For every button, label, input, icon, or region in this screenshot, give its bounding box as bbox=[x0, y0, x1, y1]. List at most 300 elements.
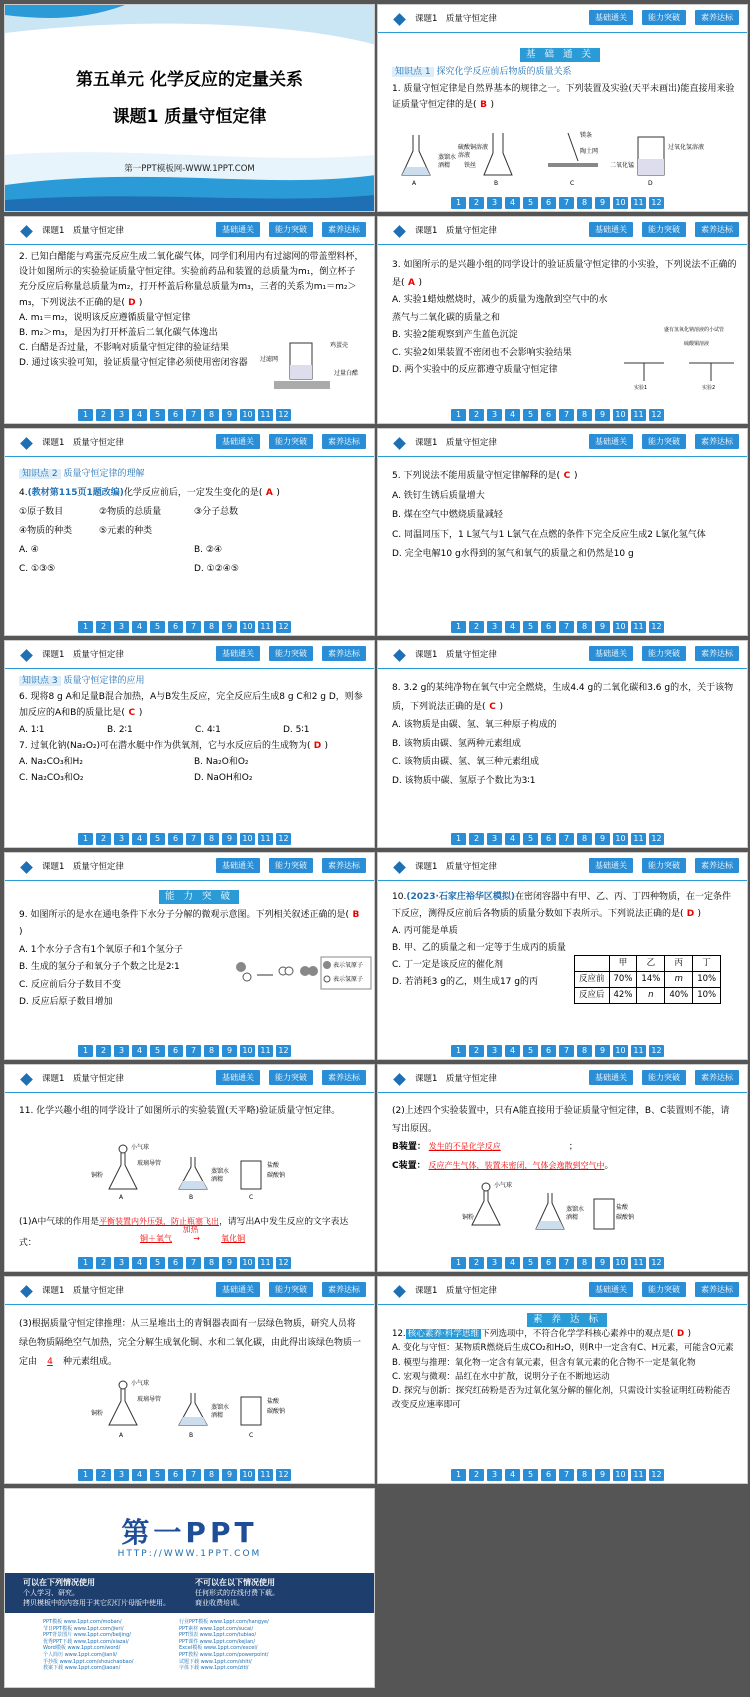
page-link[interactable]: 10 bbox=[240, 1469, 255, 1481]
svg-text:铜粉: 铜粉 bbox=[462, 1214, 475, 1221]
diamond-icon bbox=[20, 225, 33, 238]
svg-text:实验2: 实验2 bbox=[702, 385, 716, 391]
nav-literacy-button[interactable]: 素养达标 bbox=[695, 222, 739, 237]
page-link[interactable]: 1 bbox=[78, 409, 93, 421]
page-link[interactable]: 2 bbox=[469, 621, 484, 633]
page-link[interactable]: 2 bbox=[469, 1469, 484, 1481]
nav-ability-button[interactable]: 能力突破 bbox=[269, 858, 313, 873]
page-link[interactable]: 8 bbox=[204, 1045, 219, 1057]
page-link[interactable]: 3 bbox=[487, 621, 502, 633]
page-link[interactable]: 5 bbox=[150, 833, 165, 845]
answer: D bbox=[677, 1329, 685, 1340]
link[interactable]: 手抄报 www.1ppt.com/shouchaobao/ bbox=[43, 1658, 134, 1665]
link[interactable]: 教案下载 www.1ppt.com/jiaoan/ bbox=[43, 1665, 121, 1672]
page-link[interactable]: 7 bbox=[559, 1045, 574, 1057]
option: D. 探究与创新：探究红砖粉是否为过氧化氢分解的催化剂，只需设计实验证明红砖粉能否改变反应速率即可 bbox=[392, 1386, 731, 1411]
link[interactable]: 优秀PPT下载 www.1ppt.com/xiazai/ bbox=[43, 1638, 129, 1645]
page-link[interactable]: 2 bbox=[96, 1257, 111, 1269]
pager bbox=[451, 833, 664, 845]
diamond-icon bbox=[20, 649, 33, 662]
slide-header bbox=[378, 1277, 747, 1305]
option: A. 丙可能是单质 bbox=[392, 926, 458, 936]
option: C. 丁一定是该反应的催化剂 bbox=[392, 960, 504, 970]
option: C. 实验2如果装置不密闭也不会影响实验结果 bbox=[392, 347, 572, 358]
page-link[interactable]: 5 bbox=[150, 621, 165, 633]
svg-text:盐酸: 盐酸 bbox=[267, 1162, 280, 1169]
nav-ability-button[interactable]: 能力突破 bbox=[642, 1282, 686, 1297]
page-link[interactable]: 9 bbox=[595, 409, 610, 421]
diamond-icon bbox=[20, 437, 33, 450]
option: C. 宏观与微观：品红在水中扩散，说明分子在不断地运动 bbox=[392, 1371, 610, 1382]
page-link[interactable]: 12 bbox=[649, 409, 664, 421]
page-link[interactable]: 7 bbox=[559, 621, 574, 633]
nav-basic-button[interactable]: 基础通关 bbox=[216, 222, 260, 237]
page-link[interactable]: 6 bbox=[168, 1469, 183, 1481]
slide-3 bbox=[4, 216, 375, 424]
knowledge-point: 知识点 2 质量守恒定律的理解 bbox=[19, 465, 364, 484]
page-link[interactable]: 9 bbox=[595, 833, 610, 845]
balance-figure bbox=[614, 323, 744, 393]
nav-literacy-button[interactable]: 素养达标 bbox=[695, 1282, 739, 1297]
svg-text:B: B bbox=[189, 1432, 194, 1439]
page-link[interactable]: 1 bbox=[78, 1469, 93, 1481]
page-link[interactable]: 7 bbox=[186, 621, 201, 633]
page-link[interactable]: 8 bbox=[577, 197, 592, 209]
lesson-title: 课题1 质量守恒定律 bbox=[42, 650, 124, 660]
page-link[interactable]: 7 bbox=[559, 1257, 574, 1269]
page-link[interactable]: 3 bbox=[487, 1045, 502, 1057]
page-link[interactable]: 4 bbox=[505, 833, 520, 845]
nav-ability-button[interactable]: 能力突破 bbox=[642, 1070, 686, 1085]
page-link[interactable]: 3 bbox=[114, 409, 129, 421]
page-link[interactable]: 5 bbox=[523, 1257, 538, 1269]
page-link[interactable]: 11 bbox=[631, 1045, 646, 1057]
page-link[interactable]: 9 bbox=[222, 1469, 237, 1481]
page-link[interactable]: 6 bbox=[168, 621, 183, 633]
page-link[interactable]: 8 bbox=[577, 621, 592, 633]
slide-header bbox=[5, 1277, 374, 1305]
nav-literacy-button[interactable]: 素养达标 bbox=[695, 434, 739, 449]
question-12: 12. 核心素养·科学思维 下列选项中，不符合化学学科核心素养中的观点是( D ) bbox=[392, 1327, 737, 1341]
svg-text:铜粉: 铜粉 bbox=[91, 1410, 104, 1417]
option: B. 甲、乙的质量之和一定等于生成丙的质量 bbox=[392, 943, 566, 953]
link[interactable]: 字体下载 www.1ppt.com/ziti/ bbox=[179, 1665, 249, 1672]
page-link[interactable]: 1 bbox=[451, 197, 466, 209]
page-link[interactable]: 1 bbox=[78, 1045, 93, 1057]
svg-text:玻璃导管: 玻璃导管 bbox=[137, 1396, 162, 1403]
page-link[interactable]: 6 bbox=[541, 409, 556, 421]
nav-literacy-button[interactable]: 素养达标 bbox=[695, 1070, 739, 1085]
link[interactable]: Excel模板 www.1ppt.com/excel/ bbox=[179, 1645, 258, 1652]
nav-literacy-button[interactable]: 素养达标 bbox=[322, 1070, 366, 1085]
apparatus-figure bbox=[91, 1143, 301, 1203]
page-link[interactable]: 2 bbox=[96, 1045, 111, 1057]
page-link[interactable]: 4 bbox=[132, 1257, 147, 1269]
nav-ability-button[interactable]: 能力突破 bbox=[269, 222, 313, 237]
page-link[interactable]: 6 bbox=[168, 1045, 183, 1057]
svg-text:酒精: 酒精 bbox=[211, 1412, 224, 1419]
slide-header bbox=[378, 853, 747, 881]
items: ④物质的种类 ⑤元素的种类 bbox=[19, 526, 153, 536]
diamond-icon bbox=[20, 1285, 33, 1298]
page-link[interactable]: 8 bbox=[577, 1045, 592, 1057]
page-link[interactable]: 1 bbox=[451, 833, 466, 845]
option: C. 该物质由碳、氢、氧三种元素组成 bbox=[392, 757, 540, 767]
nav-ability-button[interactable]: 能力突破 bbox=[269, 1282, 313, 1297]
question-6: 6. 现将8 g A和足量B混合加热，A与B发生反应，完全反应后生成8 g C和2 g D，则参加反应的A和B的质量比是( C ) bbox=[19, 689, 364, 721]
page-link[interactable]: 10 bbox=[613, 621, 628, 633]
page-link[interactable]: 1 bbox=[451, 621, 466, 633]
page-link[interactable]: 4 bbox=[505, 1045, 520, 1057]
page-link[interactable]: 4 bbox=[505, 1257, 520, 1269]
svg-text:过滤网: 过滤网 bbox=[260, 356, 279, 363]
page-link[interactable]: 9 bbox=[595, 1045, 610, 1057]
nav-ability-button[interactable]: 能力突破 bbox=[642, 858, 686, 873]
page-link[interactable]: 3 bbox=[487, 833, 502, 845]
page-link[interactable]: 11 bbox=[258, 409, 273, 421]
page-link[interactable]: 10 bbox=[240, 409, 255, 421]
page-link[interactable]: 12 bbox=[276, 1257, 291, 1269]
page-link[interactable]: 5 bbox=[523, 409, 538, 421]
svg-text:镁条: 镁条 bbox=[580, 132, 593, 139]
page-link[interactable]: 5 bbox=[150, 1045, 165, 1057]
page-link[interactable]: 10 bbox=[613, 1257, 628, 1269]
page-link[interactable]: 1 bbox=[451, 1045, 466, 1057]
nav-basic-button[interactable]: 基础通关 bbox=[216, 1282, 260, 1297]
sub-question-3: (3)根据质量守恒定律推理：从三星堆出土的青铜器表面有一层绿色物质，研究人员将绿色物质隔绝空气加热，完全分解生成氧化铜、水和二氧化碳，由此得出该绿色物质一定由 4 种元素组成。 bbox=[19, 1315, 364, 1372]
link[interactable]: 行业PPT模板 www.1ppt.com/hangye/ bbox=[179, 1619, 269, 1625]
question-10: 10.(2023·石家庄裕华区模拟)在密闭容器中有甲、乙、丙、丁四种物质，在一定条件下反应，测得反应前后各物质的质量分数如下表所示。下列说法正确的是( D ) bbox=[392, 889, 737, 923]
page-link[interactable]: 7 bbox=[186, 1257, 201, 1269]
page-link[interactable]: 8 bbox=[204, 409, 219, 421]
page-link[interactable]: 7 bbox=[559, 409, 574, 421]
slide-13 bbox=[4, 1276, 375, 1484]
svg-text:小气球: 小气球 bbox=[131, 1380, 150, 1387]
nav-ability-button[interactable]: 能力突破 bbox=[642, 434, 686, 449]
page-link[interactable]: 12 bbox=[276, 833, 291, 845]
slide-6 bbox=[377, 428, 748, 636]
lesson-title: 课题1 质量守恒定律 bbox=[415, 226, 497, 236]
link[interactable]: 节日PPT模板 www.1ppt.com/jieri/ bbox=[43, 1625, 124, 1632]
page-link[interactable]: 1 bbox=[78, 1257, 93, 1269]
page-link[interactable]: 2 bbox=[96, 1469, 111, 1481]
page-link[interactable]: 3 bbox=[487, 1257, 502, 1269]
page-link[interactable]: 7 bbox=[559, 833, 574, 845]
page-link[interactable]: 7 bbox=[186, 409, 201, 421]
page-link[interactable]: 10 bbox=[613, 1469, 628, 1481]
page-link[interactable]: 11 bbox=[258, 1045, 273, 1057]
page-link[interactable]: 12 bbox=[276, 621, 291, 633]
nav-literacy-button[interactable]: 素养达标 bbox=[322, 434, 366, 449]
link[interactable]: Word模板 www.1ppt.com/word/ bbox=[43, 1645, 121, 1652]
slide-12 bbox=[377, 1064, 748, 1272]
page-link[interactable]: 8 bbox=[204, 1469, 219, 1481]
options: A. Na₂CO₃和H₂ B. Na₂O和O₂ bbox=[19, 757, 249, 768]
question-11: 11. 化学兴趣小组的同学设计了如图所示的实验装置(天平略)验证质量守恒定律。 bbox=[19, 1106, 341, 1116]
nav-literacy-button[interactable]: 素养达标 bbox=[322, 222, 366, 237]
page-link[interactable]: 6 bbox=[541, 1469, 556, 1481]
page-link[interactable]: 10 bbox=[240, 1257, 255, 1269]
link[interactable]: 个人简历 www.1ppt.com/jianli/ bbox=[43, 1651, 117, 1658]
nav-ability-button[interactable]: 能力突破 bbox=[269, 646, 313, 661]
nav-ability-button[interactable]: 能力突破 bbox=[269, 434, 313, 449]
page-link[interactable]: 6 bbox=[541, 1045, 556, 1057]
svg-text:碳酸钠: 碳酸钠 bbox=[267, 1172, 286, 1179]
page-link[interactable]: 12 bbox=[649, 621, 664, 633]
page-link[interactable]: 2 bbox=[96, 833, 111, 845]
link[interactable]: PPT图表 www.1ppt.com/tubiao/ bbox=[179, 1632, 257, 1639]
page-link[interactable]: 12 bbox=[649, 833, 664, 845]
nav-basic-button[interactable]: 基础通关 bbox=[589, 1070, 633, 1085]
page-link[interactable]: 12 bbox=[649, 1469, 664, 1481]
page-link[interactable]: 6 bbox=[168, 1257, 183, 1269]
option: D. 两个实验中的反应都遵守质量守恒定律 bbox=[392, 365, 558, 375]
page-link[interactable]: 1 bbox=[451, 409, 466, 421]
page-link[interactable]: 9 bbox=[222, 1257, 237, 1269]
page-link[interactable]: 11 bbox=[631, 197, 646, 209]
svg-text:A: A bbox=[119, 1432, 124, 1439]
page-link[interactable]: 6 bbox=[168, 409, 183, 421]
page-link[interactable]: 12 bbox=[649, 1045, 664, 1057]
page-link[interactable]: 12 bbox=[649, 1257, 664, 1269]
lesson-title: 课题1 质量守恒定律 bbox=[42, 438, 124, 448]
page-link[interactable]: 3 bbox=[114, 1045, 129, 1057]
page-link[interactable]: 11 bbox=[258, 833, 273, 845]
nav-basic-button[interactable]: 基础通关 bbox=[589, 858, 633, 873]
page-link[interactable]: 5 bbox=[150, 1257, 165, 1269]
page-link[interactable]: 6 bbox=[541, 197, 556, 209]
nav-literacy-button[interactable]: 素养达标 bbox=[322, 1282, 366, 1297]
page-link[interactable]: 2 bbox=[469, 833, 484, 845]
page-link[interactable]: 4 bbox=[132, 1469, 147, 1481]
page-link[interactable]: 9 bbox=[222, 833, 237, 845]
answer: B bbox=[352, 909, 360, 920]
page-link[interactable]: 3 bbox=[114, 621, 129, 633]
svg-text:盛有氢氧化钠溶液的小试管: 盛有氢氧化钠溶液的小试管 bbox=[664, 327, 725, 333]
ad-url[interactable]: HTTP://WWW.1PPT.COM bbox=[117, 1549, 262, 1559]
answer: C bbox=[563, 471, 571, 481]
page-link[interactable]: 2 bbox=[469, 1257, 484, 1269]
page-link[interactable]: 7 bbox=[186, 833, 201, 845]
nav-ability-button[interactable]: 能力突破 bbox=[269, 1070, 313, 1085]
page-link[interactable]: 8 bbox=[577, 833, 592, 845]
nav-basic-button[interactable]: 基础通关 bbox=[589, 10, 633, 25]
nav-literacy-button[interactable]: 素养达标 bbox=[322, 646, 366, 661]
page-link[interactable]: 3 bbox=[114, 1469, 129, 1481]
page-link[interactable]: 7 bbox=[186, 1045, 201, 1057]
page-link[interactable]: 8 bbox=[577, 1257, 592, 1269]
nav-basic-button[interactable]: 基础通关 bbox=[216, 646, 260, 661]
page-link[interactable]: 12 bbox=[276, 1469, 291, 1481]
lesson-title: 课题1 质量守恒定律 bbox=[415, 438, 497, 448]
link[interactable]: PPT课件 www.1ppt.com/kejian/ bbox=[179, 1638, 256, 1645]
svg-text:B: B bbox=[494, 180, 499, 187]
link[interactable]: PPT素材 www.1ppt.com/sucai/ bbox=[179, 1625, 254, 1632]
page-link[interactable]: 7 bbox=[186, 1469, 201, 1481]
page-link[interactable]: 10 bbox=[613, 1045, 628, 1057]
page-link[interactable]: 5 bbox=[523, 621, 538, 633]
page-link[interactable]: 1 bbox=[78, 833, 93, 845]
page-link[interactable]: 6 bbox=[168, 833, 183, 845]
link[interactable]: 试题下载 www.1ppt.com/shiti/ bbox=[179, 1658, 252, 1665]
page-link[interactable]: 9 bbox=[222, 1045, 237, 1057]
nav-basic-button[interactable]: 基础通关 bbox=[589, 646, 633, 661]
apparatus-figure bbox=[398, 123, 728, 189]
lesson-title: 课题1 质量守恒定律 bbox=[415, 650, 497, 660]
nav-basic-button[interactable]: 基础通关 bbox=[216, 858, 260, 873]
page-link[interactable]: 6 bbox=[541, 621, 556, 633]
page-link[interactable]: 4 bbox=[505, 1469, 520, 1481]
page-link[interactable]: 11 bbox=[631, 1257, 646, 1269]
page-link[interactable]: 4 bbox=[505, 621, 520, 633]
nav-ability-button[interactable]: 能力突破 bbox=[642, 10, 686, 25]
section-title: 素 养 达 标 bbox=[527, 1313, 607, 1327]
page-link[interactable]: 6 bbox=[541, 1257, 556, 1269]
page-link[interactable]: 5 bbox=[523, 1045, 538, 1057]
page-link[interactable]: 4 bbox=[132, 1045, 147, 1057]
page-link[interactable]: 11 bbox=[258, 1469, 273, 1481]
page-link[interactable]: 2 bbox=[469, 409, 484, 421]
svg-text:蒸馏水: 蒸馏水 bbox=[438, 154, 457, 161]
nav-basic-button[interactable]: 基础通关 bbox=[589, 1282, 633, 1297]
slide-header bbox=[5, 853, 374, 881]
page-link[interactable]: 12 bbox=[649, 197, 664, 209]
page-link[interactable]: 7 bbox=[559, 197, 574, 209]
link[interactable]: PPT背景图片 www.1ppt.com/beijing/ bbox=[43, 1632, 131, 1639]
slide-header bbox=[5, 1065, 374, 1093]
ad-logo: 第一PPT bbox=[121, 1516, 258, 1549]
page-link[interactable]: 9 bbox=[595, 1257, 610, 1269]
data-table: 甲 乙 丙 丁 反应前 70% 14% m 10% 反应后 42% n 40% 10% bbox=[574, 955, 721, 1004]
lesson-title: 课题1 质量守恒定律 bbox=[42, 862, 124, 872]
page-link[interactable]: 2 bbox=[469, 1045, 484, 1057]
page-link[interactable]: 5 bbox=[523, 833, 538, 845]
page-link[interactable]: 11 bbox=[631, 1469, 646, 1481]
answer: C bbox=[489, 701, 496, 712]
page-link[interactable]: 3 bbox=[487, 197, 502, 209]
svg-text:硫酸铜溶液: 硫酸铜溶液 bbox=[684, 341, 710, 347]
page-link[interactable]: 2 bbox=[469, 197, 484, 209]
option: D. 若消耗3 g的乙，则生成17 g的丙 bbox=[392, 977, 538, 987]
slide-header bbox=[378, 1065, 747, 1093]
page-link[interactable]: 5 bbox=[150, 1469, 165, 1481]
pager bbox=[451, 1469, 664, 1481]
option: C. 同温同压下，1 L氢气与1 L氯气在点燃的条件下完全反应生成2 L氯化氢气体 bbox=[392, 529, 706, 540]
nav-basic-button[interactable]: 基础通关 bbox=[589, 222, 633, 237]
page-link[interactable]: 1 bbox=[451, 1257, 466, 1269]
page-link[interactable]: 4 bbox=[132, 409, 147, 421]
page-link[interactable]: 4 bbox=[505, 197, 520, 209]
page-link[interactable]: 6 bbox=[541, 833, 556, 845]
option: A. 1个水分子含有1个氧原子和1个氢分子 bbox=[19, 944, 183, 955]
page-link[interactable]: 7 bbox=[559, 1469, 574, 1481]
page-link[interactable]: 3 bbox=[487, 1469, 502, 1481]
page-link[interactable]: 1 bbox=[451, 1469, 466, 1481]
link[interactable]: PPT模板 www.1ppt.com/moban/ bbox=[43, 1619, 122, 1625]
nav-basic-button[interactable]: 基础通关 bbox=[589, 434, 633, 449]
nav-basic-button[interactable]: 基础通关 bbox=[216, 434, 260, 449]
page-link[interactable]: 5 bbox=[523, 1469, 538, 1481]
option: B. 该物质由碳、氢两种元素组成 bbox=[392, 738, 521, 749]
nav-ability-button[interactable]: 能力突破 bbox=[642, 222, 686, 237]
page-link[interactable]: 9 bbox=[595, 197, 610, 209]
svg-text:铜粉: 铜粉 bbox=[91, 1172, 104, 1179]
page-link[interactable]: 1 bbox=[78, 621, 93, 633]
nav-basic-button[interactable]: 基础通关 bbox=[216, 1070, 260, 1085]
page-link[interactable]: 10 bbox=[613, 833, 628, 845]
question-8: 8. 3.2 g的某纯净物在氧气中完全燃烧，生成4.4 g的二氧化碳和3.6 g的水，关于该物质，下列说法正确的是( C ) bbox=[392, 679, 737, 716]
page-link[interactable]: 11 bbox=[631, 621, 646, 633]
page-link[interactable]: 3 bbox=[114, 1257, 129, 1269]
svg-text:表示氢原子: 表示氢原子 bbox=[333, 976, 364, 983]
page-link[interactable]: 3 bbox=[114, 833, 129, 845]
page-link[interactable]: 4 bbox=[132, 621, 147, 633]
nav-ability-button[interactable]: 能力突破 bbox=[642, 646, 686, 661]
page-link[interactable]: 8 bbox=[204, 1257, 219, 1269]
link[interactable]: PPT教程 www.1ppt.com/powerpoint/ bbox=[179, 1651, 269, 1658]
page-link[interactable]: 11 bbox=[631, 833, 646, 845]
page-link[interactable]: 2 bbox=[96, 409, 111, 421]
page-link[interactable]: 5 bbox=[523, 197, 538, 209]
page-link[interactable]: 12 bbox=[276, 409, 291, 421]
nav-literacy-button[interactable]: 素养达标 bbox=[695, 858, 739, 873]
page-link[interactable]: 11 bbox=[258, 621, 273, 633]
nav-literacy-button[interactable]: 素养达标 bbox=[695, 10, 739, 25]
pager bbox=[78, 1257, 291, 1269]
options: A. 1∶1 B. 2∶1 C. 4∶1 D. 5∶1 bbox=[19, 724, 310, 735]
nav-literacy-button[interactable]: 素养达标 bbox=[695, 646, 739, 661]
page-link[interactable]: 11 bbox=[631, 409, 646, 421]
answer: A bbox=[265, 488, 273, 498]
page-link[interactable]: 9 bbox=[222, 409, 237, 421]
knowledge-point: 知识点 1 探究化学反应前后物质的质量关系 bbox=[392, 64, 737, 81]
answer: 反应产生气体，装置未密闭，气体会逸散到空气中 bbox=[428, 1160, 605, 1170]
cover-subtitle: 课题1 质量守恒定律 bbox=[112, 107, 267, 127]
diamond-icon bbox=[393, 1285, 406, 1298]
knowledge-point: 知识点 3 质量守恒定律的应用 bbox=[19, 673, 364, 689]
page-link[interactable]: 9 bbox=[595, 621, 610, 633]
page-link[interactable]: 10 bbox=[613, 409, 628, 421]
option: B. 实验2能观察到产生蓝色沉淀 bbox=[392, 330, 518, 340]
page-link[interactable]: 5 bbox=[150, 409, 165, 421]
svg-text:A: A bbox=[119, 1194, 124, 1201]
page-link[interactable]: 3 bbox=[487, 409, 502, 421]
page-link[interactable]: 8 bbox=[204, 621, 219, 633]
page-link[interactable]: 9 bbox=[222, 621, 237, 633]
page-link[interactable]: 10 bbox=[240, 833, 255, 845]
answer: A bbox=[408, 277, 415, 288]
answer-equation: 铜＋氧气 加热 → 氧化铜 bbox=[140, 1225, 246, 1243]
page-link[interactable]: 12 bbox=[276, 1045, 291, 1057]
page-link[interactable]: 4 bbox=[505, 409, 520, 421]
page-link[interactable]: 10 bbox=[240, 621, 255, 633]
nav-literacy-button[interactable]: 素养达标 bbox=[322, 858, 366, 873]
page-link[interactable]: 11 bbox=[258, 1257, 273, 1269]
page-link[interactable]: 4 bbox=[132, 833, 147, 845]
answer-b: B装置： 发生的不是化学反应 ； bbox=[392, 1142, 578, 1152]
options: A. ④ B. ②④ bbox=[19, 545, 223, 555]
page-link[interactable]: 10 bbox=[613, 197, 628, 209]
page-link[interactable]: 10 bbox=[240, 1045, 255, 1057]
page-link[interactable]: 8 bbox=[577, 409, 592, 421]
diamond-icon bbox=[393, 861, 406, 874]
page-link[interactable]: 9 bbox=[595, 1469, 610, 1481]
page-link[interactable]: 8 bbox=[577, 1469, 592, 1481]
page-link[interactable]: 8 bbox=[204, 833, 219, 845]
lesson-title: 课题1 质量守恒定律 bbox=[415, 1074, 497, 1084]
svg-text:硫酸铜溶液: 硫酸铜溶液 bbox=[458, 144, 489, 151]
page-link[interactable]: 2 bbox=[96, 621, 111, 633]
